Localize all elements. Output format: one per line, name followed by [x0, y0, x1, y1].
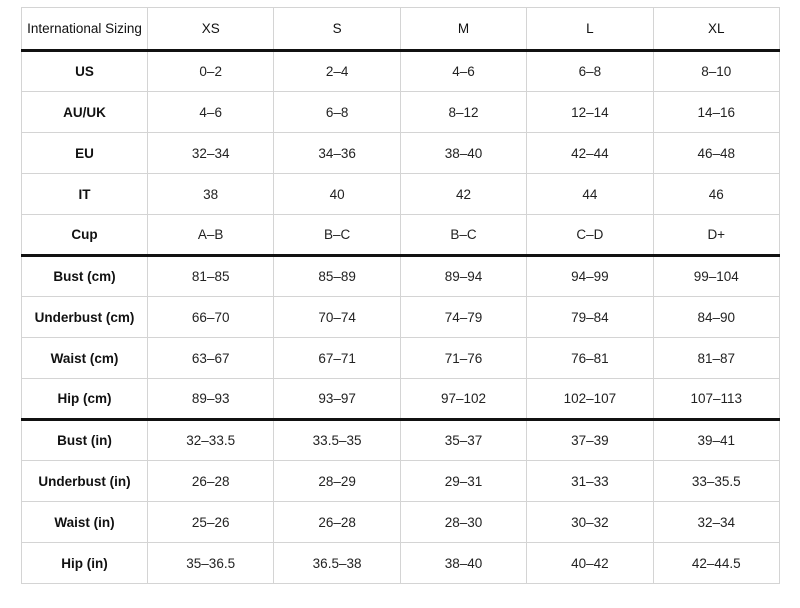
row-label: IT: [22, 174, 148, 215]
table-row: [22, 297, 780, 338]
table-cell: 28–29: [274, 461, 400, 502]
table-cell: C–D: [527, 215, 653, 256]
row-label: Waist (cm): [22, 338, 148, 379]
table-cell: 71–76: [400, 338, 526, 379]
row-label: EU: [22, 133, 148, 174]
table-row: [22, 133, 780, 174]
table-cell: 38–40: [400, 543, 526, 584]
table-cell: 6–8: [527, 51, 653, 92]
table-cell: 36.5–38: [274, 543, 400, 584]
table-cell: 70–74: [274, 297, 400, 338]
table-cell: 76–81: [527, 338, 653, 379]
table-cell: 29–31: [400, 461, 526, 502]
table-row: [22, 92, 780, 133]
size-header: XL: [653, 8, 779, 51]
table-cell: 31–33: [527, 461, 653, 502]
table-cell: 63–67: [148, 338, 274, 379]
table-body: [22, 51, 780, 584]
table-cell: 79–84: [527, 297, 653, 338]
table-cell: D+: [653, 215, 779, 256]
row-label: Bust (cm): [22, 256, 148, 297]
table-cell: 34–36: [274, 133, 400, 174]
row-label: AU/UK: [22, 92, 148, 133]
table-cell: 89–94: [400, 256, 526, 297]
table-row: [22, 215, 780, 256]
table-cell: 2–4: [274, 51, 400, 92]
size-header: M: [400, 8, 526, 51]
table-cell: 74–79: [400, 297, 526, 338]
header-row: [22, 8, 780, 51]
table-cell: 35–37: [400, 420, 526, 461]
table-cell: 35–36.5: [148, 543, 274, 584]
table-cell: 32–34: [653, 502, 779, 543]
table-cell: 44: [527, 174, 653, 215]
table-cell: 97–102: [400, 379, 526, 420]
table-cell: 28–30: [400, 502, 526, 543]
table-cell: 32–33.5: [148, 420, 274, 461]
table-cell: 8–12: [400, 92, 526, 133]
table-cell: 102–107: [527, 379, 653, 420]
table-cell: 33.5–35: [274, 420, 400, 461]
row-label: Hip (in): [22, 543, 148, 584]
table-row: [22, 461, 780, 502]
row-label: Bust (in): [22, 420, 148, 461]
row-label: Hip (cm): [22, 379, 148, 420]
table-cell: 39–41: [653, 420, 779, 461]
table-cell: 8–10: [653, 51, 779, 92]
table-cell: 40–42: [527, 543, 653, 584]
table-row: [22, 51, 780, 92]
row-label: Underbust (cm): [22, 297, 148, 338]
table-cell: 37–39: [527, 420, 653, 461]
table-cell: A–B: [148, 215, 274, 256]
size-header: S: [274, 8, 400, 51]
table-cell: 4–6: [400, 51, 526, 92]
table-cell: 38–40: [400, 133, 526, 174]
table-cell: 30–32: [527, 502, 653, 543]
row-label: Waist (in): [22, 502, 148, 543]
table-cell: 4–6: [148, 92, 274, 133]
size-chart: [21, 7, 779, 584]
size-header: XS: [148, 8, 274, 51]
corner-header: International Sizing: [22, 8, 148, 51]
table-cell: 107–113: [653, 379, 779, 420]
table-cell: 94–99: [527, 256, 653, 297]
table-cell: 46–48: [653, 133, 779, 174]
table-cell: 6–8: [274, 92, 400, 133]
row-label: Cup: [22, 215, 148, 256]
table-cell: 38: [148, 174, 274, 215]
table-cell: 89–93: [148, 379, 274, 420]
size-header: L: [527, 8, 653, 51]
size-chart-table: [21, 7, 780, 584]
table-cell: 93–97: [274, 379, 400, 420]
table-row: [22, 543, 780, 584]
table-cell: 81–85: [148, 256, 274, 297]
table-cell: 12–14: [527, 92, 653, 133]
table-cell: 42–44.5: [653, 543, 779, 584]
table-cell: 42–44: [527, 133, 653, 174]
table-cell: 25–26: [148, 502, 274, 543]
table-cell: 33–35.5: [653, 461, 779, 502]
table-cell: B–C: [274, 215, 400, 256]
table-row: [22, 420, 780, 461]
table-row: [22, 379, 780, 420]
table-cell: 46: [653, 174, 779, 215]
table-cell: 84–90: [653, 297, 779, 338]
row-label: Underbust (in): [22, 461, 148, 502]
table-row: [22, 502, 780, 543]
table-cell: B–C: [400, 215, 526, 256]
table-row: [22, 174, 780, 215]
table-cell: 42: [400, 174, 526, 215]
table-row: [22, 256, 780, 297]
table-cell: 32–34: [148, 133, 274, 174]
table-cell: 85–89: [274, 256, 400, 297]
row-label: US: [22, 51, 148, 92]
table-cell: 99–104: [653, 256, 779, 297]
table-cell: 40: [274, 174, 400, 215]
table-cell: 81–87: [653, 338, 779, 379]
table-cell: 0–2: [148, 51, 274, 92]
table-cell: 14–16: [653, 92, 779, 133]
table-cell: 67–71: [274, 338, 400, 379]
table-cell: 26–28: [148, 461, 274, 502]
table-row: [22, 338, 780, 379]
table-cell: 66–70: [148, 297, 274, 338]
table-cell: 26–28: [274, 502, 400, 543]
